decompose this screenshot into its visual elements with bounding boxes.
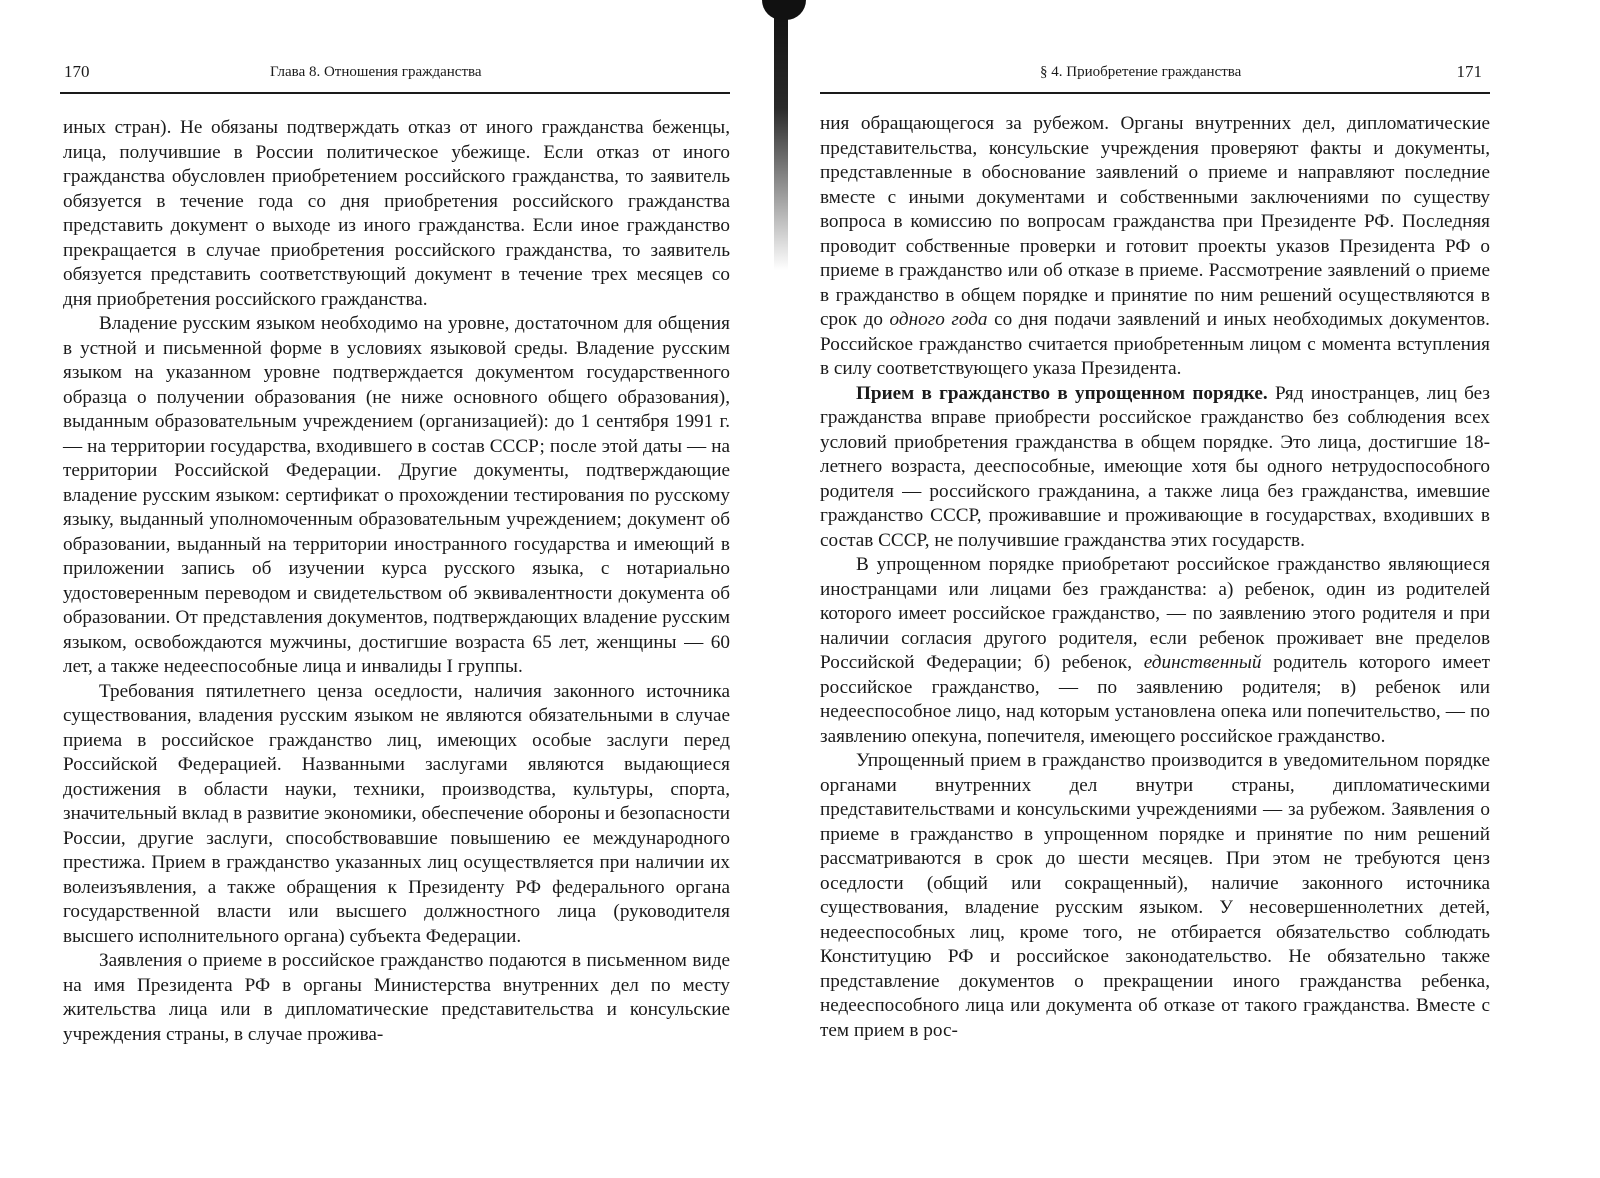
text-run: В упрощенном порядке приобретают российское гражданство являющиеся иностранцами или лицами без гражданства: а) ребенок, один из родителей которого имеет российское гражданство, — по заявлению этого родителя и при наличии согласия другого родителя, если ребенок проживает вне пределов Российской Федерации; б) ребенок, — [820, 554, 1490, 673]
paragraph: иных стран). Не обязаны подтверждать отказ от иного гражданства беженцы, лица, получившие в России политическое убежище. Если отказ от иного гражданства обусловлен приобретением российского гражданства, то заявитель обязуется в течение года со дня приобретения российского гражданства представить документ о выходе из иного гражданства. Если иное гражданство прекращается в случае приобретения российского гражданства, то заявитель обязуется представить соответствующий документ в течение трех месяцев со дня приобретения российского гражданства. — [63, 117, 730, 310]
text-run: со дня подачи заявлений и иных необходимых документов. Российское гражданство считается приобретенным лицом с момента вступления в силу соответствующего указа Президента. — [820, 309, 1490, 379]
page-number-left: 170 — [64, 62, 90, 81]
paragraph — [820, 553, 1490, 749]
book-spine — [762, 0, 806, 1178]
spine-shadow — [774, 0, 788, 270]
left-page-body — [63, 116, 730, 1047]
paragraph — [820, 112, 1490, 382]
left-page — [60, 0, 730, 1178]
right-page-body — [820, 112, 1490, 1043]
page-number-right: 171 — [1456, 62, 1482, 81]
running-head-left: Глава 8. Отношения гражданства — [270, 64, 482, 80]
paragraph: Заявления о приеме в российское гражданство подаются в письменном виде на имя Президента РФ в органы Министерства внутренних дел по месту жительства лица или в дипломатические представительства и консульские учреждения страны, в случае прожива- — [63, 950, 730, 1045]
right-page-header — [820, 60, 1490, 94]
right-page — [820, 0, 1490, 1178]
left-page-header — [60, 60, 730, 94]
section-heading: Прием в гражданство в упрощенном порядке. — [856, 382, 1268, 404]
running-head-right: § 4. Приобретение гражданства — [1040, 64, 1242, 80]
paragraph: Упрощенный прием в гражданство производится в уведомительном порядке органами внутренних дел внутри страны, дипломатическими представительствами и консульскими учреждениями — за рубежом. Заявления о приеме в гражданство в упрощенном порядке и принятие по ним решений рассматриваются в срок до шести месяцев. При этом не требуются ценз оседлости (общий или сокращенный), наличие законного источника существования, владение русским языком. У несовершеннолетних детей, недееспособных лиц, кроме того, не отбирается обязательство соблюдать Конституцию РФ и российское законодательство. Не обязательно также представление документов о прекращении иного гражданства ребенка, недееспособного лица или документа об отказе от такого гражданства. Вместе с тем прием в рос- — [820, 750, 1490, 1041]
paragraph: Владение русским языком необходимо на уровне, достаточном для общения в устной и письменной форме в условиях языковой среды. Владение русским языком на указанном уровне подтверждается документом государственного образца о получении образования (не ниже основного общего образования), выданным образовательным учреждением (организацией): до 1 сентября 1991 г. — на территории государства, входившего в состав СССР; после этой даты — на территории Российской Федерации. Другие документы, подтверждающие владение русским языком: сертификат о прохождении тестирования по русскому языку, выданный уполномоченным образовательным учреждением; документ об образовании, выданный на территории иностранного государства и имеющий в приложении запись об изучении курса русского языка, с нотариально удостоверенным переводом и свидетельством об эквивалентности документа об образовании. От представления документов, подтверждающих владение русским языком, освобождаются мужчины, достигшие возраста 65 лет, женщины — 60 лет, а также недееспособные лица и инвалиды I группы. — [63, 313, 730, 677]
paragraph — [820, 382, 1490, 554]
text-run: Ряд иностранцев, лиц без гражданства вправе приобрести российское гражданство без соблюдения всех условий приобретения гражданства в общем порядке. Это лица, достигшие 18-летнего возраста, дееспособные, имеющие хотя бы одного нетрудоспособного родителя — российского гражданина, а также лица без гражданства, имевшие гражданство СССР, проживавшие и проживающие в государствах, входивших в состав СССР, не получившие гражданства этих государств. — [820, 382, 1490, 551]
italic-run: одного года — [889, 309, 988, 330]
paragraph: Требования пятилетнего ценза оседлости, наличия законного источника существования, владения русским языком не являются обязательными в случае приема в российское гражданство лиц, имеющих особые заслуги перед Российской Федерацией. Названными заслугами являются выдающиеся достижения в области науки, техники, производства, культуры, спорта, значительный вклад в развитие экономики, обеспечение обороны и безопасности России, другие заслуги, способствовавшие повышению ее международного престижа. Прием в гражданство указанных лиц осуществляется при наличии их волеизъявления, а также обращения к Президенту РФ федерального органа государственной власти или высшего должностного лица (руководителя высшего исполнительного органа) субъекта Федерации. — [63, 680, 730, 947]
text-run: родитель которого имеет российское гражданство, — по заявлению родителя; в) ребенок или недееспособное лицо, над которым установлена опека или попечительство, — по заявлению опекуна, попечителя, имеющего российское гражданство. — [820, 652, 1490, 747]
text-run: ния обращающегося за рубежом. Органы внутренних дел, дипломатические представительства, консульские учреждения проверяют факты и документы, представленные в обоснование заявлений о приеме и направляют последние вместе с иными документами и собственными заключениями по существу вопроса в комиссию по вопросам гражданства при Президенте РФ. Последняя проводит собственные проверки и готовит проекты указов Президента РФ о приеме в гражданство или об отказе в приеме. Рассмотрение заявлений о приеме в гражданство в общем порядке и принятие по ним решений осуществляются в срок до — [820, 113, 1490, 330]
italic-run: единственный — [1143, 652, 1262, 673]
spine-blot — [762, 0, 806, 20]
